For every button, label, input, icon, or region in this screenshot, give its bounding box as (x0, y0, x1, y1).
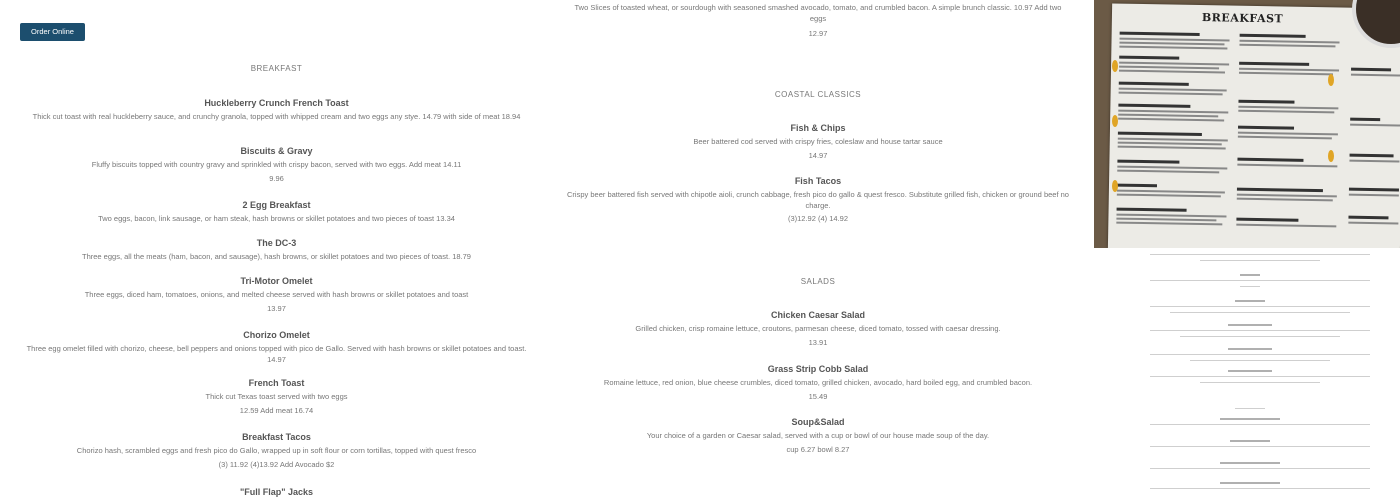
menu-photo (1094, 0, 1400, 248)
item-description: Your choice of a garden or Caesar salad, served with a cup or bowl of our house made soup of the day. (646, 431, 990, 440)
printed-menu-faded-text (1110, 252, 1400, 500)
item-description: Chorizo hash, scrambled eggs and fresh pico do Gallo, wrapped up in soft flour or corn tortillas, topped with quest fresco (76, 446, 477, 455)
menu-item (24, 275, 529, 314)
item-description: Crispy beer battered fish served with chipotle aioli, crunch cabbage, fresh pico do gallo & quest fresco. Substitute grilled fish, chicken or ground beef no charge. (567, 190, 1069, 210)
item-name: Huckleberry Crunch French Toast (204, 98, 349, 108)
item-name: Tri-Motor Omelet (240, 276, 313, 286)
item-name: Fish & Chips (790, 123, 846, 133)
item-name: Chicken Caesar Salad (770, 310, 866, 320)
item-description: Three eggs, all the meats (ham, bacon, and sausage), hash browns, or skillet potatoes and two pieces of toast. 18.79 (82, 252, 471, 261)
item-description: Three eggs, diced ham, tomatoes, onions, and melted cheese served with hash browns or skillet potatoes and toast (84, 290, 469, 299)
item-name: Biscuits & Gravy (240, 146, 313, 156)
item-description: Romaine lettuce, red onion, blue cheese crumbles, diced tomato, grilled chicken, avocado, hard boiled egg, and crumbled bacon. (603, 378, 1033, 387)
menu-item (24, 97, 529, 122)
menu-item-avocado-toast (566, 2, 1070, 39)
item-price: 12.59 Add meat 16.74 (239, 406, 314, 415)
menu-item (24, 377, 529, 416)
item-price: 13.91 (808, 338, 828, 347)
item-name: Chorizo Omelet (243, 330, 310, 340)
item-price: 9.96 (269, 174, 284, 183)
printed-menu-title: BREAKFAST (1201, 11, 1284, 26)
item-price: 15.49 (808, 392, 828, 401)
item-price: 12.97 (808, 29, 828, 38)
item-description: Three egg omelet filled with chorizo, cheese, bell peppers and onions topped with pico de Gallo. Served with hash browns or skillet potatoes and toast. 14.97 (26, 344, 527, 364)
item-price: (3)12.92 (4) 14.92 (787, 214, 849, 223)
menu-item (24, 431, 529, 470)
item-price: cup 6.27 bowl 8.27 (786, 445, 850, 454)
menu-item (566, 309, 1070, 348)
section-title-coastal: COASTAL CLASSICS (774, 90, 862, 99)
menu-item (566, 175, 1070, 224)
item-description: Thick cut toast with real huckleberry sauce, and crunchy granola, topped with whipped cream and two eggs any stye. 14.79 with side of meat 18.94 (32, 112, 521, 121)
menu-item (24, 329, 529, 365)
item-name: Soup&Salad (791, 417, 845, 427)
item-name: Fish Tacos (794, 176, 842, 186)
item-description: Thick cut Texas toast served with two eggs (205, 392, 348, 401)
printed-menu-card (1108, 3, 1400, 248)
menu-item (24, 237, 529, 262)
item-price: (3) 11.92 (4)13.92 Add Avocado $2 (218, 460, 335, 469)
item-description: Two Slices of toasted wheat, or sourdough with seasoned smashed avocado, tomato, and crumbled bacon. A simple brunch classic. 10.97 Add two eggs (574, 3, 1062, 23)
order-online-button[interactable]: Order Online (20, 23, 85, 41)
item-name: 2 Egg Breakfast (242, 200, 311, 210)
item-name: "Full Flap" Jacks (239, 487, 314, 497)
item-price: 13.97 (267, 304, 286, 313)
menu-item (24, 486, 529, 498)
item-description: Two eggs, bacon, link sausage, or ham steak, hash browns or skillet potatoes and two pieces of toast 13.34 (98, 214, 455, 223)
item-name: The DC-3 (256, 238, 297, 248)
item-description: Beer battered cod served with crispy fries, coleslaw and house tartar sauce (693, 137, 943, 146)
item-name: French Toast (248, 378, 305, 388)
item-description: Fluffy biscuits topped with country gravy and sprinkled with crispy bacon, served with two eggs. Add meat 14.11 (91, 160, 462, 169)
section-title-breakfast: BREAKFAST (250, 64, 303, 73)
menu-column-left (24, 64, 529, 497)
item-price: 14.97 (808, 151, 828, 160)
menu-item (566, 122, 1070, 161)
item-name: Breakfast Tacos (242, 432, 311, 442)
item-name: Grass Strip Cobb Salad (767, 364, 869, 374)
item-description: Grilled chicken, crisp romaine lettuce, croutons, parmesan cheese, diced tomato, tossed with caesar dressing. (635, 324, 1001, 333)
menu-item (566, 416, 1070, 455)
section-title-salads: SALADS (800, 277, 836, 286)
menu-item (566, 363, 1070, 402)
menu-item (24, 199, 529, 224)
menu-item (24, 145, 529, 184)
